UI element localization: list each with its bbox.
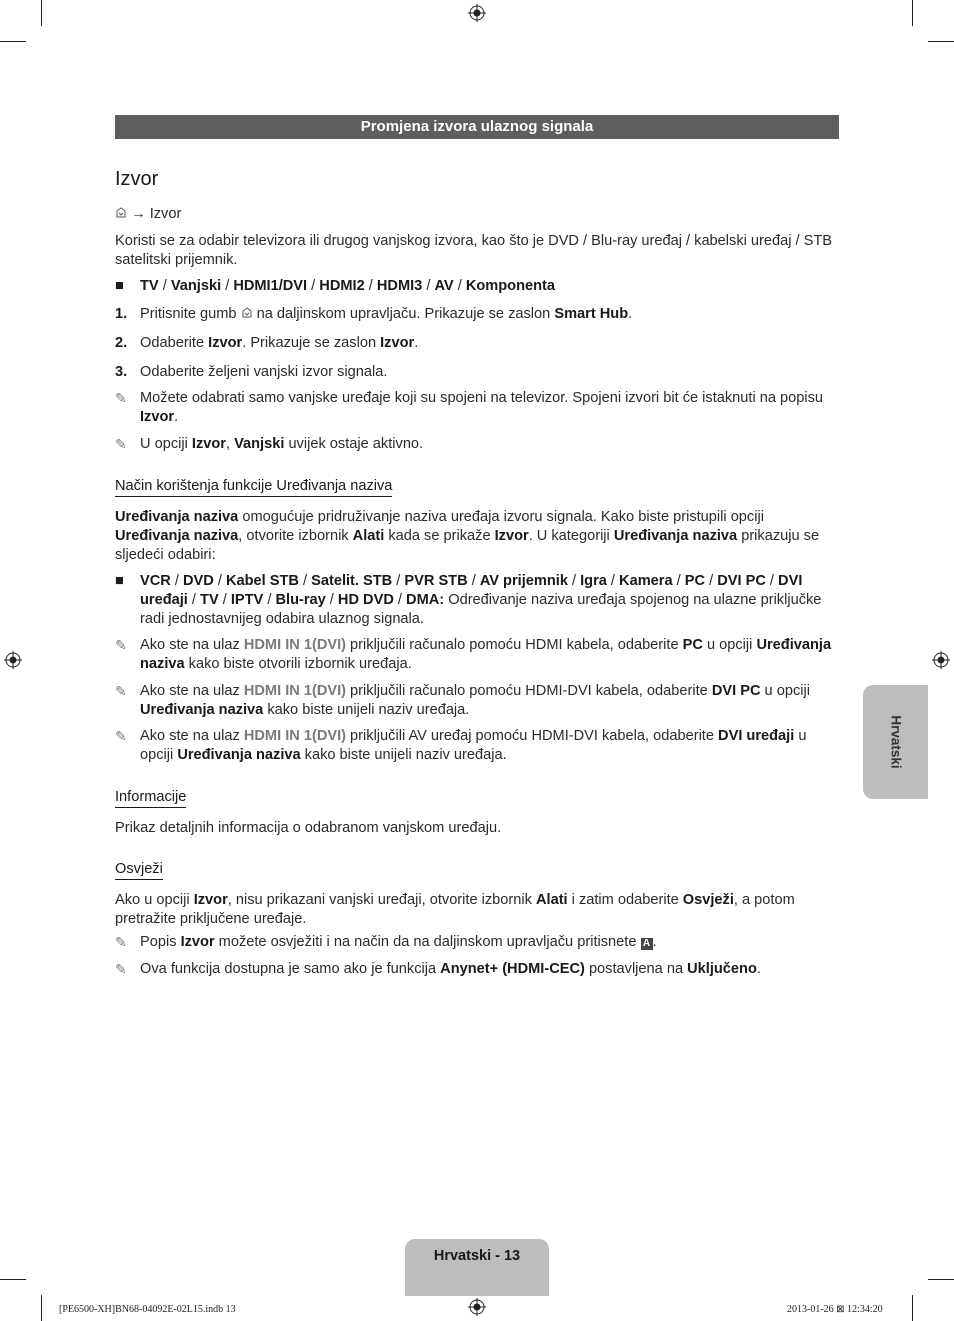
pencil-note-icon: ✎ (115, 683, 127, 699)
pencil-note-icon: ✎ (115, 637, 127, 653)
list-term: DVD (182, 573, 214, 589)
pencil-note-icon: ✎ (115, 728, 127, 744)
list-term: PVR STB (404, 573, 468, 589)
list-term: VCR (140, 573, 171, 589)
list-term: AV prijemnik (479, 573, 568, 589)
registration-mark-icon (468, 1298, 486, 1316)
crop-mark (912, 1295, 913, 1321)
note: Ako ste na ulaz HDMI IN 1(DVI) priključili računalo pomoću HDMI kabela, odaberite PC u opciji Uređivanja naziva kako biste otvorili izbornik uređaja. (140, 637, 832, 672)
list-term: Kamera (619, 573, 673, 589)
list-term: TV (200, 592, 219, 608)
note: Popis Izvor možete osvježiti i na način da na daljinskom upravljaču pritisnete A . (140, 934, 657, 950)
list-term: Igra (580, 573, 607, 589)
list-term: Satelit. STB (311, 573, 393, 589)
section-title-bar: Promjena izvora ulaznog signala (115, 115, 839, 139)
source-icon (115, 207, 127, 219)
list-term: HDMI1/DVI (233, 278, 308, 294)
list-term: Kabel STB (225, 573, 299, 589)
page-number-label: Hrvatski - 13 (433, 1248, 521, 1264)
print-footer-timestamp: 2013-01-26 ⊠ 12:34:20 (787, 1304, 883, 1315)
registration-mark-icon (468, 4, 486, 22)
subsection-heading: Način korištenja funkcije Uređivanja naziva (115, 477, 392, 497)
note: Ako ste na ulaz HDMI IN 1(DVI) priključili AV uređaj pomoću HDMI-DVI kabela, odaberite DVI uređaji u opciji Uređivanja naziva kako biste unijeli naziv uređaja. (140, 728, 807, 763)
crop-mark (41, 1295, 42, 1321)
note: Ova funkcija dostupna je samo ako je funkcija Anynet+ (HDMI-CEC) postavljena na Uključeno. (140, 961, 761, 977)
list-term: HD DVD (337, 592, 394, 608)
square-bullet-icon: ■ (115, 573, 124, 589)
source-list: TV / Vanjski / HDMI1/DVI / HDMI2 / HDMI3 / AV / Komponenta (140, 278, 555, 294)
step-1: Pritisnite gumb na daljinskom upravljaču. Prikazuje se zaslon Smart Hub. (140, 306, 633, 322)
pencil-note-icon: ✎ (115, 934, 127, 950)
step-2: Odaberite Izvor. Prikazuje se zaslon Izvor. (140, 335, 419, 351)
list-term: Komponenta (465, 278, 555, 294)
pencil-note-icon: ✎ (115, 390, 127, 406)
intro-paragraph: Koristi se za odabir televizora ili drugog vanjskog izvora, kao što je DVD / Blu-ray uređaj / kabelski uređaj / STB satelitski prijemnik. (115, 233, 833, 268)
note: Možete odabrati samo vanjske uređaje koji su spojeni na televizor. Spojeni izvori bit će istaknuti na popisu Izvor. (140, 390, 824, 425)
language-side-tab-label: Hrvatski (888, 715, 903, 769)
crop-mark (41, 0, 42, 26)
list-term: PC (684, 573, 706, 589)
list-term: HDMI2 (319, 278, 365, 294)
list-term: HDMI3 (376, 278, 423, 294)
registration-mark-icon (932, 651, 950, 669)
note: Ako ste na ulaz HDMI IN 1(DVI) priključili računalo pomoću HDMI-DVI kabela, odaberite DVI PC u opciji Uređivanja naziva kako biste unijeli naziv uređaja. (140, 683, 810, 718)
crop-mark (912, 0, 913, 26)
source-icon (241, 307, 253, 319)
step-3: Odaberite željeni vanjski izvor signala. (140, 364, 388, 380)
list-term: DVI uređaji (140, 573, 803, 608)
registration-mark-icon (4, 651, 22, 669)
crop-mark (928, 41, 954, 42)
list-term: DVI PC (717, 573, 766, 589)
device-name-list: VCR / DVD / Kabel STB / Satelit. STB / PVR STB / AV prijemnik / Igra / Kamera / PC / DVI PC / DVI uređaji / TV / IPTV / Blu-ray / HD DVD / DMA: Određivanje naziva uređaja spojenog na ulazne priključke radi jednostavnijeg odabira ulaznog signala. (140, 573, 822, 627)
list-term: DMA (406, 592, 440, 608)
step-number: 1. (115, 306, 128, 322)
crop-mark (0, 41, 26, 42)
print-footer-file: [PE6500-XH]BN68-04092E-02L15.indb 13 (59, 1304, 236, 1315)
list-term: Vanjski (170, 278, 222, 294)
step-number: 3. (115, 364, 128, 380)
list-term: TV (140, 278, 159, 294)
language-side-tab (863, 685, 928, 799)
crop-mark (0, 1279, 26, 1280)
square-bullet-icon: ■ (115, 278, 124, 294)
pencil-note-icon: ✎ (115, 436, 127, 452)
refresh-paragraph: Ako u opciji Izvor, nisu prikazani vanjski uređaji, otvorite izbornik Alati i zatim odaberite Osvježi, a potom pretražite priključene uređaje. (115, 892, 795, 927)
pencil-note-icon: ✎ (115, 961, 127, 977)
list-term: Blu-ray (275, 592, 326, 608)
page-heading: Izvor (115, 168, 159, 190)
note: U opciji Izvor, Vanjski uvijek ostaje aktivno. (140, 436, 424, 452)
subsection-heading: Osvježi (115, 860, 163, 880)
subsection-heading: Informacije (115, 788, 186, 808)
menu-path (115, 205, 835, 224)
list-term: IPTV (230, 592, 264, 608)
menu-path-text: → Izvor (131, 206, 182, 222)
page-number-tab (405, 1239, 549, 1296)
edit-name-paragraph: Uređivanja naziva omogućuje pridruživanje naziva uređaja izvoru signala. Kako biste pristupili opciji Uređivanja naziva, otvorite izbornik Alati kada se prikaže Izvor. U kategoriji Uređivanja naziva prikazuju se sljedeći odabiri: (115, 509, 820, 563)
step-number: 2. (115, 335, 128, 351)
list-term: AV (434, 278, 454, 294)
crop-mark (928, 1279, 954, 1280)
a-button-icon: A (641, 938, 653, 950)
info-paragraph: Prikaz detaljnih informacija o odabranom vanjskom uređaju. (115, 820, 502, 836)
